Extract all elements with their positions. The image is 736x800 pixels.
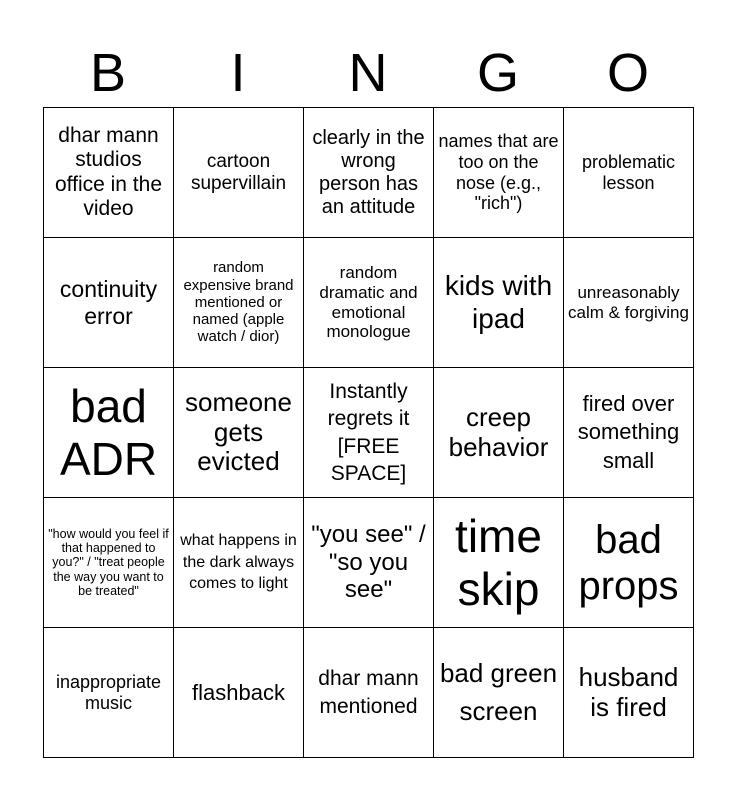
- bingo-cell[interactable]: dhar mann studios office in the video: [44, 108, 174, 238]
- bingo-cell[interactable]: unreasonably calm & forgiving: [564, 238, 694, 368]
- bingo-cell[interactable]: Instantly regrets it [FREE SPACE]: [304, 368, 434, 498]
- bingo-cell[interactable]: problematic lesson: [564, 108, 694, 238]
- header-letter-n: N: [348, 43, 388, 103]
- bingo-cell[interactable]: "how would you feel if that happened to you?" / "treat people the way you want to be treated": [44, 498, 174, 628]
- bingo-cell[interactable]: clearly in the wrong person has an attitude: [304, 108, 434, 238]
- header-letter-b: B: [89, 43, 127, 103]
- bingo-row: [44, 238, 694, 368]
- header-letter-g: G: [476, 43, 519, 103]
- bingo-cell[interactable]: "you see" / "so you see": [304, 498, 434, 628]
- bingo-cell[interactable]: someone gets evicted: [174, 368, 304, 498]
- bingo-row: [44, 498, 694, 628]
- bingo-card: [43, 107, 694, 758]
- header-letter-o: O: [606, 43, 649, 103]
- bingo-row: [44, 368, 694, 498]
- bingo-cell[interactable]: fired over something small: [564, 368, 694, 498]
- bingo-cell[interactable]: names that are too on the nose (e.g., "rich"): [434, 108, 564, 238]
- bingo-cell[interactable]: random dramatic and emotional monologue: [304, 238, 434, 368]
- bingo-cell[interactable]: husband is fired: [564, 628, 694, 758]
- bingo-cell[interactable]: bad props: [564, 498, 694, 628]
- header-letter-i: I: [230, 43, 246, 103]
- bingo-row: [44, 108, 694, 238]
- bingo-cell[interactable]: continuity error: [44, 238, 174, 368]
- bingo-cell[interactable]: dhar mann mentioned: [304, 628, 434, 758]
- bingo-cell[interactable]: kids with ipad: [434, 238, 564, 368]
- bingo-header: [43, 40, 693, 106]
- bingo-cell[interactable]: cartoon supervillain: [174, 108, 304, 238]
- bingo-cell[interactable]: random expensive brand mentioned or named (apple watch / dior): [174, 238, 304, 368]
- bingo-cell[interactable]: what happens in the dark always comes to light: [174, 498, 304, 628]
- bingo-cell[interactable]: creep behavior: [434, 368, 564, 498]
- bingo-cell[interactable]: inappropriate music: [44, 628, 174, 758]
- bingo-row: [44, 628, 694, 758]
- bingo-cell[interactable]: time skip: [434, 498, 564, 628]
- bingo-cell[interactable]: bad ADR: [44, 368, 174, 498]
- bingo-cell[interactable]: bad green screen: [434, 628, 564, 758]
- bingo-cell[interactable]: flashback: [174, 628, 304, 758]
